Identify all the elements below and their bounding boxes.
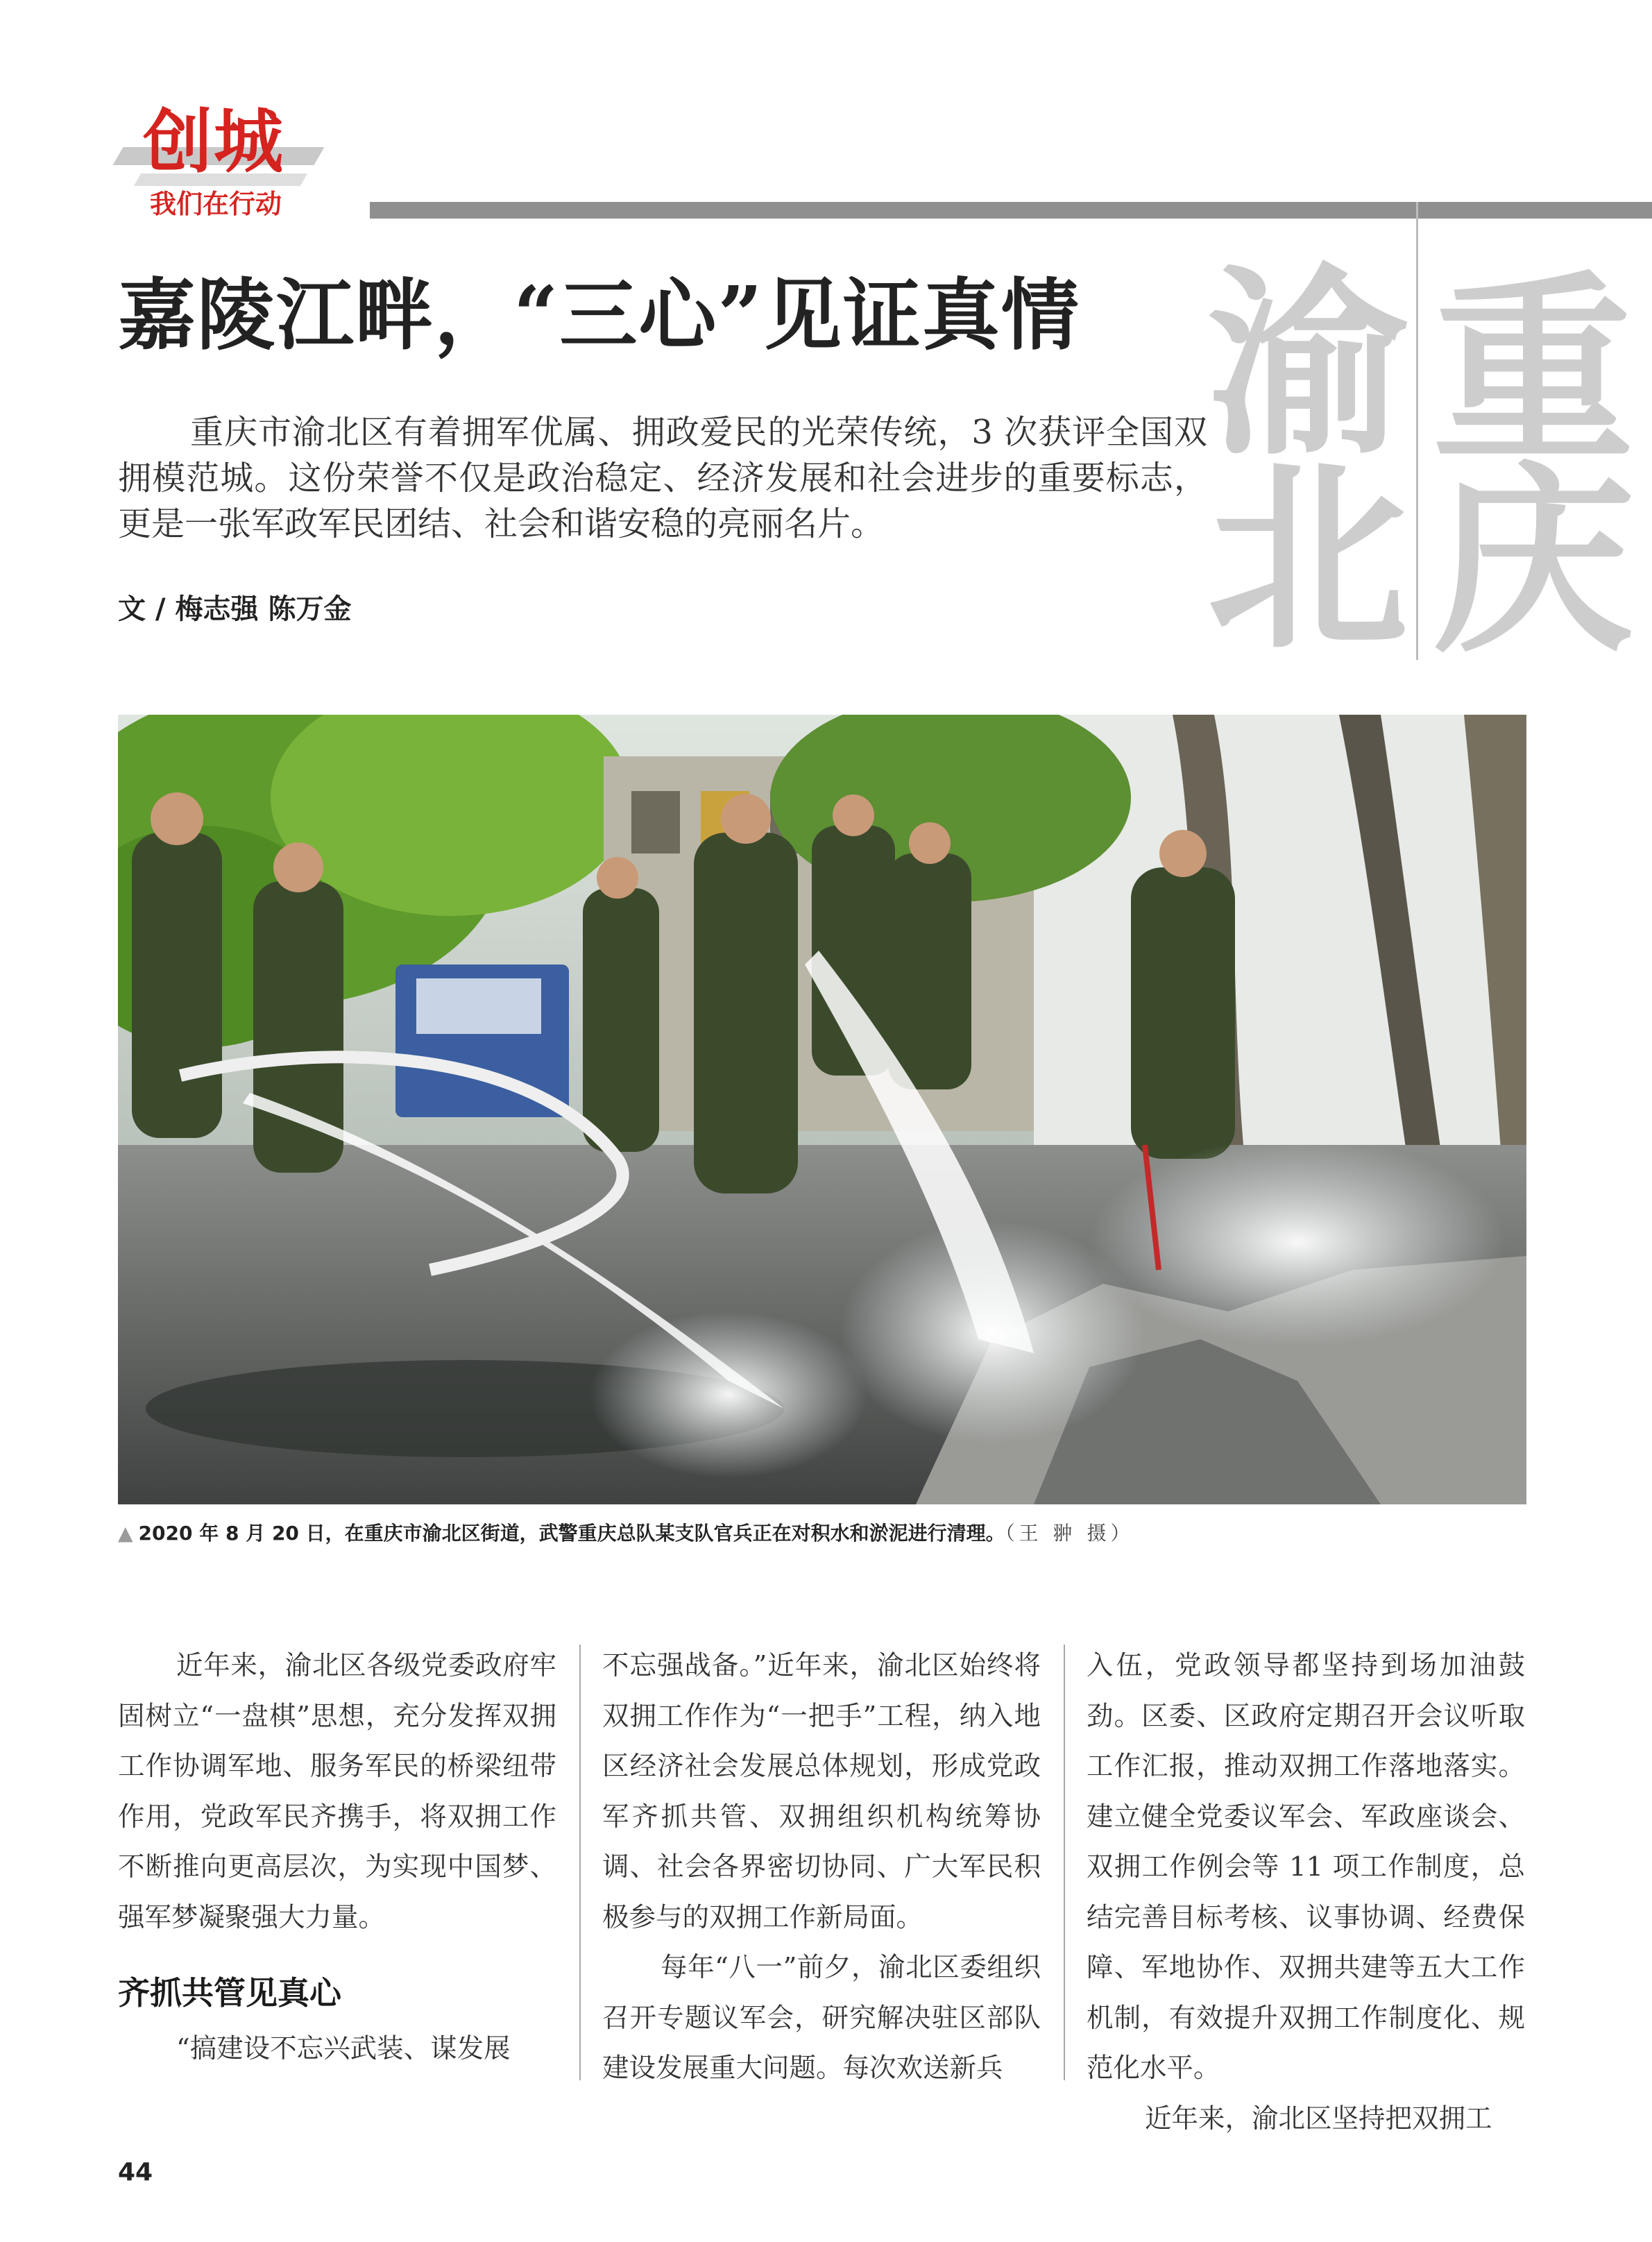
body-paragraph: 入伍，党政领导都坚持到场加油鼓劲。区委、区政府定期召开会议听取工作汇报，推动双拥工作落地落实。建立健全党委议军会、军政座谈会、双拥工作例会等 11 项工作制度，总结完善目标考核、议事协调、经费保障、军地协作、双拥共建等五大工作机制，有效提升双拥工作制度化、规范化水平。	[1087, 1650, 1525, 2084]
caption-text: 2020 年 8 月 20 日，在重庆市渝北区街道，武警重庆总队某支队官兵正在对积水和淤泥进行清理。	[138, 1522, 1005, 1545]
body-paragraph: 每年“八一”前夕，渝北区委组织召开专题议军会，研究解决驻区部队建设发展重大问题。每次欢送新兵	[602, 1952, 1041, 2084]
body-paragraph: 不忘强战备。”近年来，渝北区始终将双拥工作作为“一把手”工程，纳入地区经济社会发展总体规划，形成党政军齐抓共管、双拥组织机构统筹协调、社会各界密切协同、广大军民积极参与的双拥工作新局面。	[602, 1650, 1041, 1933]
page-number: 44	[118, 2158, 153, 2186]
column-rule	[1064, 1645, 1065, 2080]
decor-char: 重	[1433, 253, 1634, 489]
logo-sub-text: 我们在行动	[150, 189, 282, 219]
body-paragraph: 近年来，渝北区坚持把双拥工	[1145, 2103, 1492, 2134]
caption-marker-icon: ▲	[118, 1522, 133, 1545]
decor-char: 庆	[1433, 444, 1634, 680]
article-title: 嘉陵江畔，“三心”见证真情	[118, 270, 1080, 361]
logo-main-text: 创城	[143, 101, 284, 182]
byline-prefix: 文 /	[118, 593, 166, 625]
photo-credit: （王 翀 摄）	[1005, 1522, 1134, 1545]
body-paragraph: “搞建设不忘兴武装、谋发展	[176, 2032, 511, 2064]
header-bar	[370, 202, 1652, 219]
decor-char: 北	[1207, 441, 1408, 677]
author-name: 梅志强	[175, 593, 259, 625]
section-heading: 齐抓共管见真心	[118, 1974, 341, 2012]
decor-divider	[1416, 202, 1418, 660]
column-rule	[579, 1645, 581, 2080]
section-logo	[118, 101, 326, 222]
photo-caption	[118, 1520, 1134, 1547]
article-photo	[118, 715, 1526, 1504]
body-column-3	[1087, 1641, 1525, 2144]
byline	[118, 590, 361, 629]
body-paragraph: 近年来，渝北区各级党委政府牢固树立“一盘棋”思想，充分发挥双拥工作协调军地、服务军民的桥梁纽带作用，党政军民齐携手，将双拥工作不断推向更高层次，为实现中国梦、强军梦凝聚强大力量。	[118, 1650, 556, 1933]
author-name: 陈万金	[268, 593, 352, 625]
body-column-2	[602, 1641, 1041, 2094]
body-column-1	[118, 1641, 556, 2074]
article-lead: 重庆市渝北区有着拥军优属、拥政爱民的光荣传统，3 次获评全国双拥模范城。这份荣誉不仅是政治稳定、经济发展和社会进步的重要标志，更是一张军政军民团结、社会和谐安稳的亮丽名片。	[118, 413, 1207, 543]
decor-char: 渝	[1207, 246, 1408, 482]
